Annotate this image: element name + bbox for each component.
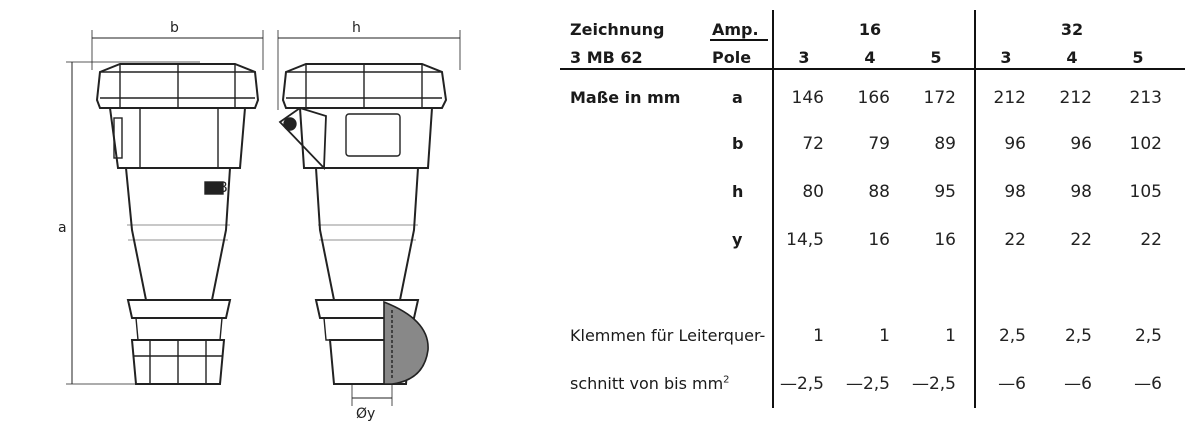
cell-y-3: 16: [934, 230, 956, 250]
logo-mb: MB: [206, 180, 228, 196]
technical-drawing: [0, 0, 520, 427]
schnitt-3: —2,5: [911, 374, 956, 394]
cell-a-1: 146: [791, 88, 824, 108]
cell-a-3: 172: [923, 88, 956, 108]
row-key-a: a: [732, 88, 743, 107]
dims-label: Maße in mm: [570, 88, 681, 107]
header-rule: [560, 68, 1185, 70]
cell-h-6: 105: [1129, 182, 1162, 202]
schnitt-5: —6: [1064, 374, 1092, 394]
header-3mb62: 3 MB 62: [570, 48, 643, 67]
dim-label-y: Øy: [356, 406, 376, 422]
cell-h-2: 88: [868, 182, 890, 202]
cell-a-4: 212: [993, 88, 1026, 108]
row-key-h: h: [732, 182, 744, 201]
schnitt-label: [570, 374, 730, 393]
cell-y-5: 22: [1070, 230, 1092, 250]
pole-1: 3: [798, 48, 810, 67]
dim-label-b: b: [170, 20, 179, 36]
klemmen-1: 1: [813, 326, 824, 346]
row-key-y: y: [732, 230, 743, 249]
cell-h-5: 98: [1070, 182, 1092, 202]
schnitt-2: —2,5: [845, 374, 890, 394]
klemmen-3: 1: [945, 326, 956, 346]
cell-y-6: 22: [1140, 230, 1162, 250]
klemmen-label: Klemmen für Leiterquer-: [570, 326, 766, 345]
divider-amp: [772, 10, 774, 408]
klemmen-6: 2,5: [1134, 326, 1162, 346]
klemmen-5: 2,5: [1064, 326, 1092, 346]
header-pole: Pole: [712, 48, 752, 67]
cell-b-5: 96: [1070, 134, 1092, 154]
cell-y-1: 14,5: [786, 230, 824, 250]
divider-32: [974, 10, 976, 408]
amp-16: 16: [858, 20, 882, 39]
header-amp: Amp.: [712, 20, 759, 39]
pole-5: 4: [1066, 48, 1078, 67]
schnitt-text: schnitt von bis mm: [570, 374, 724, 393]
row-key-b: b: [732, 134, 744, 153]
cell-h-3: 95: [934, 182, 956, 202]
pole-6: 5: [1132, 48, 1144, 67]
header-zeichnung: Zeichnung: [570, 20, 665, 39]
cell-y-4: 22: [1004, 230, 1026, 250]
cell-h-1: 80: [802, 182, 824, 202]
dim-label-a: a: [58, 220, 67, 236]
pole-3: 5: [930, 48, 942, 67]
cell-a-5: 212: [1059, 88, 1092, 108]
schnitt-4: —6: [998, 374, 1026, 394]
klemmen-4: 2,5: [998, 326, 1026, 346]
cell-a-6: 213: [1129, 88, 1162, 108]
dim-label-h: h: [352, 20, 361, 36]
pole-4: 3: [1000, 48, 1012, 67]
cell-b-4: 96: [1004, 134, 1026, 154]
amp-32: 32: [1060, 20, 1084, 39]
schnitt-6: —6: [1134, 374, 1162, 394]
cell-h-4: 98: [1004, 182, 1026, 202]
cell-b-3: 89: [934, 134, 956, 154]
klemmen-2: 1: [879, 326, 890, 346]
schnitt-superscript: 2: [723, 374, 730, 386]
pole-2: 4: [864, 48, 876, 67]
cell-b-1: 72: [802, 134, 824, 154]
cell-b-6: 102: [1129, 134, 1162, 154]
cell-y-2: 16: [868, 230, 890, 250]
dimension-table: [560, 10, 1190, 420]
schnitt-1: —2,5: [779, 374, 824, 394]
cell-a-2: 166: [857, 88, 890, 108]
header-rule-top: [710, 39, 768, 41]
cell-b-2: 79: [868, 134, 890, 154]
